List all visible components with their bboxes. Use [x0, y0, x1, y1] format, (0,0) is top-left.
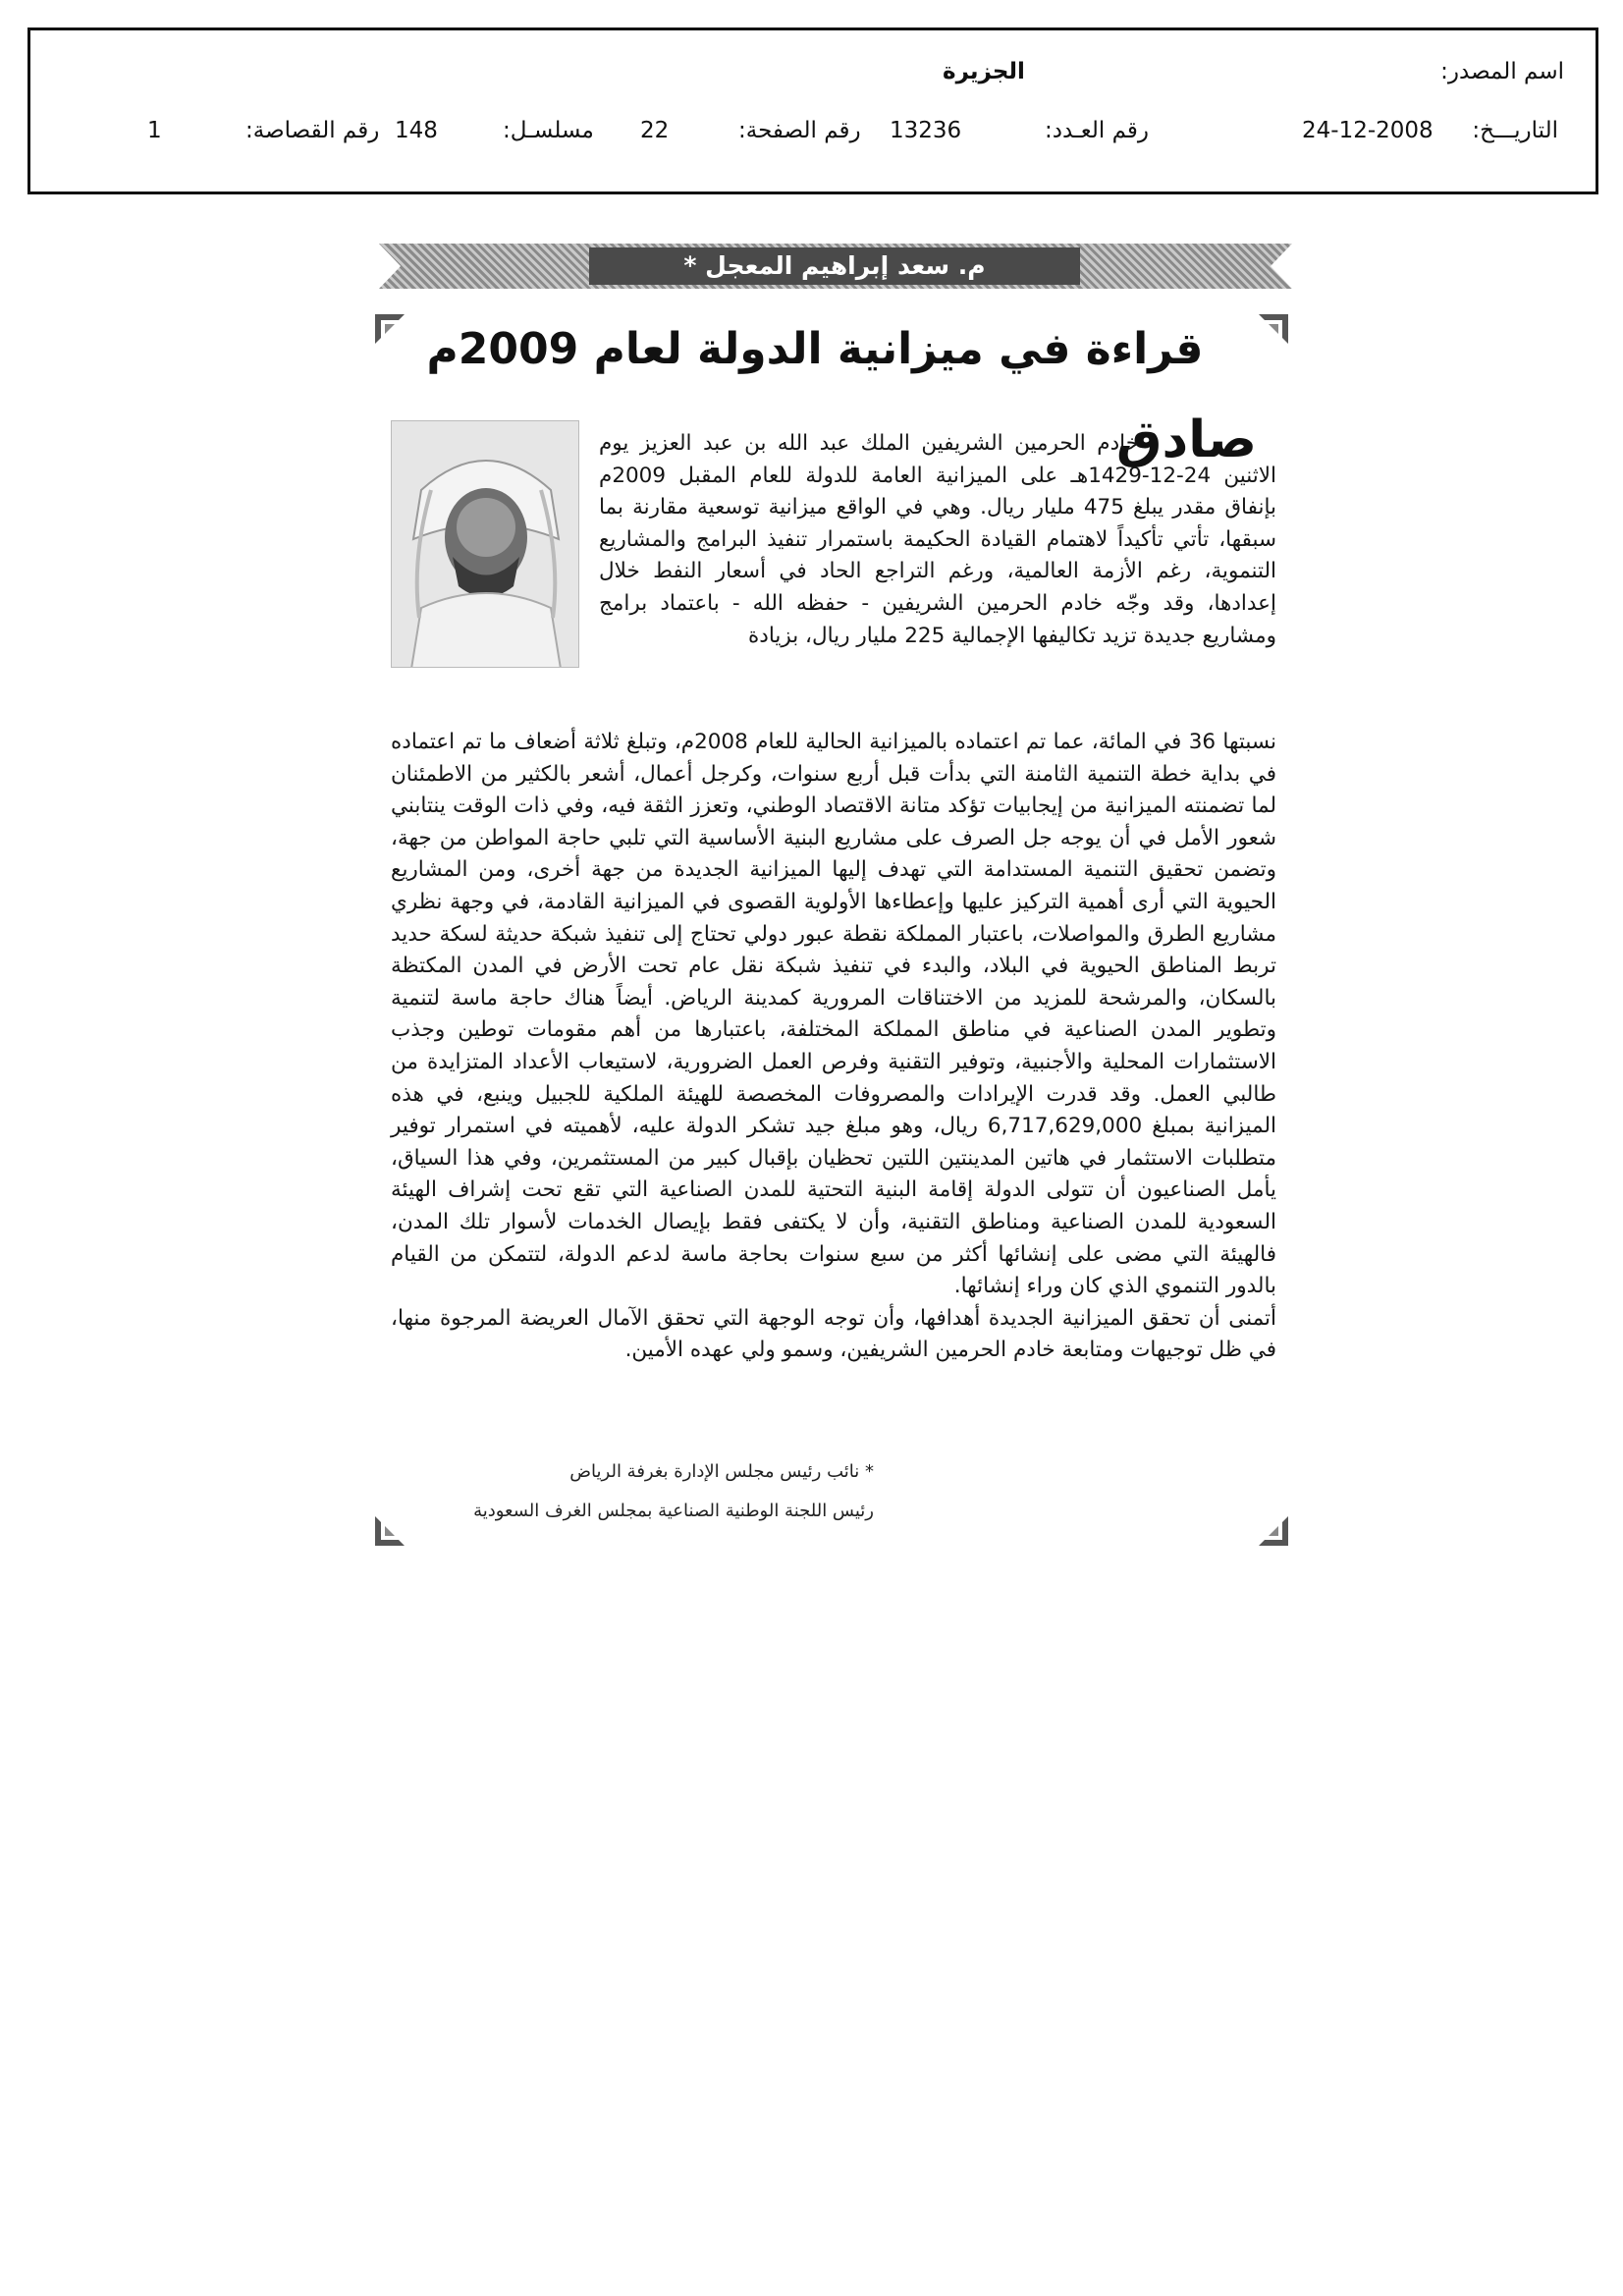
author-title-line-1: * نائب رئيس مجلس الإدارة بغرفة الرياض: [569, 1461, 874, 1482]
author-photo: [391, 420, 579, 668]
serial-value: 148: [395, 118, 438, 143]
corner-ornament-icon: [373, 312, 406, 346]
article-lead-paragraph: خادم الحرمين الشريفين الملك عبد الله بن عبد العزيز يوم الاثنين 24-12-1429هـ على الميزانية العامة للدولة للعام المقبل 2009م بإنفاق مقدر يبلغ 475 مليار ريال. وهي في الواقع ميزانية توسعية مقارنة بما سبقها، تأتي تأكيداً لاهتمام القيادة الحكيمة باستمرار تنفيذ البرامج والمشاريع التنموية، رغم الأزمة العالمية، ورغم التراجع الحاد في أسعار النفط خلال إعدادها، وقد وجّه خادم الحرمين الشريفين - حفظه الله - باعتماد برامج ومشاريع جديدة تزيد تكاليفها الإجمالية 225 مليار ريال، بزيادة: [599, 431, 1276, 648]
page-label: رقم الصفحة:: [738, 118, 861, 143]
date-label: التاريـــخ:: [1472, 118, 1558, 143]
article-title: قراءة في ميزانية الدولة لعام 2009م: [426, 324, 1204, 374]
date-value: 24-12-2008: [1302, 118, 1434, 143]
clip-number-label: رقم القصاصة:: [245, 118, 380, 143]
dropcap-word: صادق: [1116, 410, 1257, 469]
source-value: الجزيرة: [943, 59, 1025, 84]
article-body-paragraph: نسبتها 36 في المائة، عما تم اعتماده بالميزانية الحالية للعام 2008م، وتبلغ ثلاثة أضعاف ما تم اعتماده في بداية خطة التنمية الثامنة التي بدأت قبل أربع سنوات، وكرجل أعمال، أشعر بالكثير من الاطمئنان لما تضمنته الميزانية من إيجابيات تؤكد متانة الاقتصاد الوطني، وتعزز الثقة فيه، وفي ذات الوقت ينتابني شعور الأمل في أن يوجه جل الصرف على مشاريع البنية الأساسية التي تلبي حاجة المواطن من جهة، وتضمن تحقيق التنمية المستدامة التي تهدف إليها الميزانية الجديدة من جهة أخرى، ومن المشاريع الحيوية التي أرى أهمية التركيز عليها وإعطاءها الأولوية القصوى في الميزانية القادمة، في وجهة نظري مشاريع الطرق والمواصلات، باعتبار المملكة نقطة عبور دولي تحتاج إلى تنفيذ شبكة حديثة لسكة حديد تربط المناطق الحيوية في البلاد، والبدء في تنفيذ شبكة نقل عام تحت الأرض في المدن المكتظة بالسكان، والمرشحة للمزيد من الاختناقات المرورية كمدينة الرياض. أيضاً هناك حاجة ماسة لتنمية وتطوير المدن الصناعية في مناطق المملكة المختلفة، باعتبارها من أهم مقومات توطين وجذب الاستثمارات المحلية والأجنبية، وتوفير التقنية وفرص العمل الضرورية، لاستيعاب الأعداد المتزايدة من طالبي العمل. وقد قدرت الإيرادات والمصروفات المخصصة للهيئة الملكية للجبيل وينبع، في هذه الميزانية بمبلغ 6,717,629,000 ريال، وهو مبلغ جيد تشكر الدولة عليه، لأهميته في استمرار توفير متطلبات الاستثمار في هاتين المدينتين اللتين تحظيان بإقبال كبير من المستثمرين، وفي هذا السياق، يأمل الصناعيون أن تتولى الدولة إقامة البنية التحتية للمدن الصناعية التي تقع تحت إشراف الهيئة السعودية للمدن الصناعية ومناطق التقنية، وأن لا يكتفى فقط بإيصال الخدمات لأسوار تلك المدن، فالهيئة التي مضى على إنشائها أكثر من سبع سنوات بحاجة ماسة لدعم الدولة، لتتمكن من القيام بالدور التنموي الذي كان وراء إنشائها.: [391, 730, 1277, 1299]
source-label: اسم المصدر:: [1440, 59, 1564, 84]
clip-number-value: 1: [147, 118, 162, 143]
article-body: [391, 727, 1276, 1367]
clipping-metadata-box: [27, 27, 1598, 194]
page-value: 22: [640, 118, 670, 143]
issue-value: 13236: [890, 118, 962, 143]
author-title-line-2: رئيس اللجنة الوطنية الصناعية بمجلس الغرف السعودية: [473, 1501, 874, 1521]
article-lead: [599, 428, 1276, 652]
article-closing-paragraph: أتمنى أن تحقق الميزانية الجديدة أهدافها، وأن توجه الوجهة التي تحقق الآمال العريضة المرجوة منها، في ظل توجيهات ومتابعة خادم الحرمين الشريفين، وسمو ولي عهده الأمين.: [391, 1305, 1276, 1363]
byline: م. سعد إبراهيم المعجل *: [589, 247, 1080, 285]
issue-label: رقم العـدد:: [1045, 118, 1150, 143]
serial-label: مسلسـل:: [503, 118, 594, 143]
corner-ornament-icon: [1257, 1514, 1290, 1548]
corner-ornament-icon: [1257, 312, 1290, 346]
